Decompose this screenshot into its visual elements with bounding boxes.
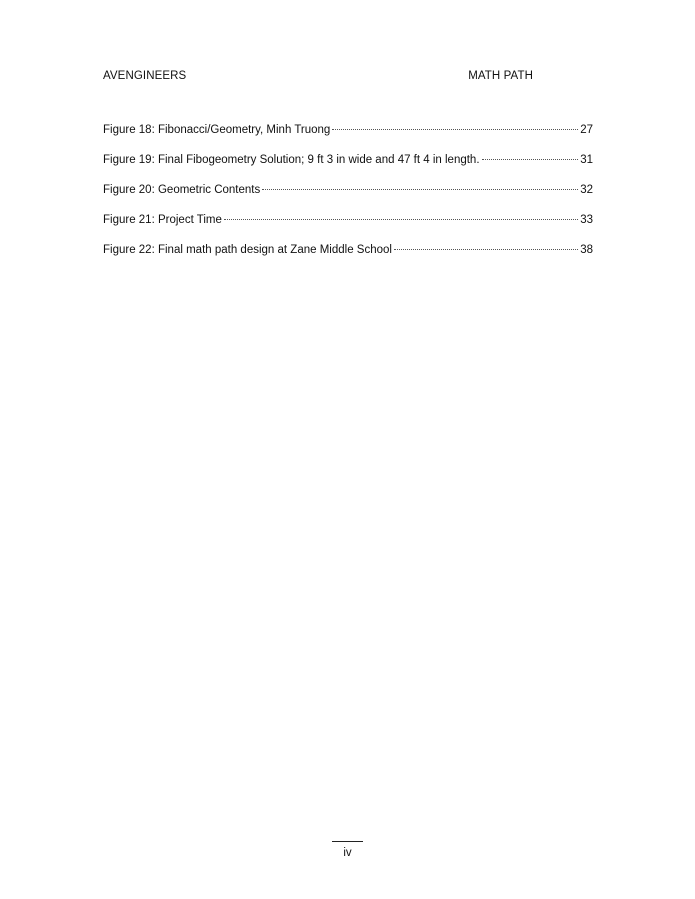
toc-leader-dots [394, 249, 578, 250]
toc-entry[interactable] [103, 154, 593, 184]
toc-entry-title: Figure 21: Project Time [103, 214, 222, 226]
page-footer [0, 841, 695, 859]
toc-leader-dots [224, 219, 578, 220]
header-right-title: MATH PATH [468, 70, 533, 82]
header-left-title: AVENGINEERS [103, 70, 187, 82]
toc-leader-dots [332, 129, 578, 130]
toc-entry-page: 33 [580, 214, 593, 226]
page-number: iv [343, 847, 352, 859]
toc-entry[interactable] [103, 244, 593, 274]
running-header [103, 70, 533, 86]
toc-entry-page: 32 [580, 184, 593, 196]
toc-entry-page: 27 [580, 124, 593, 136]
toc-entry-page: 31 [580, 154, 593, 166]
toc-entry[interactable] [103, 214, 593, 244]
list-of-figures [103, 124, 593, 274]
toc-entry-title: Figure 20: Geometric Contents [103, 184, 261, 196]
toc-entry-page: 38 [580, 244, 593, 256]
toc-entry-title: Figure 19: Final Fibogeometry Solution; 9 ft 3 in wide and 47 ft 4 in length. [103, 154, 480, 166]
footer-rule [332, 841, 363, 842]
toc-entry-title: Figure 22: Final math path design at Zane Middle School [103, 244, 392, 256]
toc-leader-dots [482, 159, 579, 160]
toc-entry-title: Figure 18: Fibonacci/Geometry, Minh Truong [103, 124, 331, 136]
toc-entry[interactable] [103, 124, 593, 154]
toc-entry[interactable] [103, 184, 593, 214]
toc-leader-dots [262, 189, 578, 190]
